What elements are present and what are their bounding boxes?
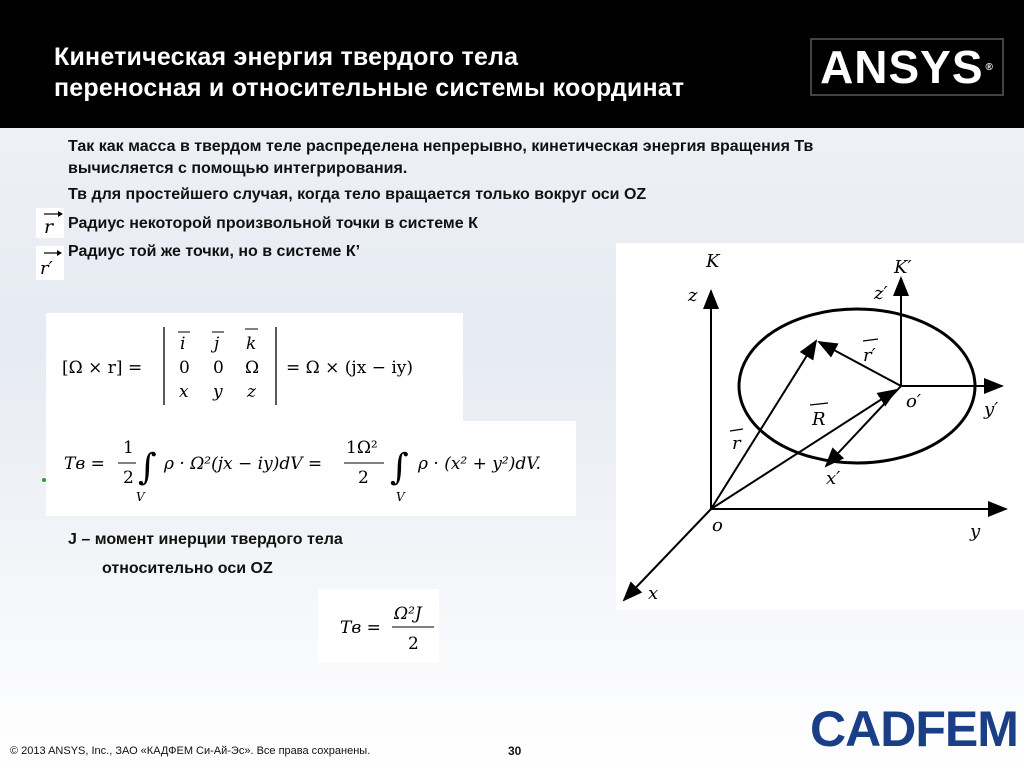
vector-r-svg: [36, 208, 64, 238]
label-K-prime: K′: [894, 257, 912, 278]
integral-lhs: Tв =: [64, 454, 105, 474]
title-line-2: переносная и относительные системы координат: [54, 74, 685, 102]
vector-r-prime-label: r′: [40, 258, 53, 279]
cross-rhs: = Ω × (jx − iy): [286, 358, 414, 378]
cross-m-0-2: k: [246, 334, 257, 354]
coordinate-diagram-svg: [616, 243, 1024, 610]
cross-m-1-1: 0: [213, 358, 224, 378]
label-r: r: [732, 433, 741, 454]
integral-sub-1: V: [136, 490, 145, 504]
label-z-prime: z′: [874, 283, 888, 304]
label-K: K: [706, 251, 720, 272]
cross-product-svg: [46, 313, 463, 421]
final-lhs: Tв =: [340, 618, 381, 638]
integral-svg: [46, 421, 576, 516]
vector-r-prime-svg: [36, 246, 64, 280]
paragraph-1: [68, 136, 813, 180]
integral-sign-2: ∫: [390, 447, 409, 488]
integral-mid: ρ · Ω²(jx − iy)dV =: [164, 454, 323, 474]
vector-r-prime-image: [36, 246, 64, 280]
vector-r-image: [36, 208, 64, 238]
ansys-logo: [810, 38, 1004, 96]
footer-copyright: © 2013 ANSYS, Inc., ЗАО «КАДФЕМ Си-Ай-Эс». Все права сохранены.: [10, 745, 371, 757]
integral-rhs: ρ · (x² + y²)dV.: [418, 454, 541, 474]
cross-m-1-2: Ω: [245, 358, 260, 378]
label-o-prime: o′: [906, 391, 921, 412]
integral-equation: [46, 421, 576, 516]
ansys-logo-text: ANSYS: [820, 41, 984, 93]
label-r-prime: r′: [863, 345, 876, 366]
label-o: o: [712, 515, 723, 536]
integral-sub-2: V: [396, 490, 405, 504]
cross-m-0-1: j: [214, 334, 220, 354]
label-x-prime: x′: [826, 468, 841, 489]
cross-m-2-0: x: [179, 382, 189, 402]
cross-m-0-0: i: [180, 334, 186, 354]
title-line-1: Кинетическая энергия твердого тела: [54, 43, 519, 71]
cadfem-logo: CADFEM: [810, 701, 1018, 757]
label-y: y: [970, 521, 981, 542]
final-den: 2: [408, 634, 419, 654]
label-x: x: [648, 583, 659, 604]
paragraph-4: Радиус той же точки, но в системе К’: [68, 243, 361, 260]
cross-lhs: [Ω × r] =: [62, 358, 143, 378]
paragraph-5: J – момент инерции твердого тела: [68, 531, 343, 548]
cross-m-1-0: 0: [179, 358, 190, 378]
label-z: z: [688, 285, 698, 306]
coordinate-diagram: [616, 243, 1024, 610]
paragraph-1-line-2: вычисляется с помощью интегрирования.: [68, 160, 408, 177]
cross-m-2-2: z: [247, 382, 256, 402]
final-energy-equation: [318, 589, 439, 663]
vector-r-label: r: [44, 216, 54, 238]
label-R: R: [812, 409, 826, 430]
integral-sign-1: ∫: [138, 447, 157, 488]
page-number: 30: [508, 744, 522, 758]
paragraph-6: относительно оси OZ: [102, 560, 273, 577]
frac-omega-num: 1Ω²: [346, 438, 378, 458]
ansys-logo-reg: ®: [985, 61, 994, 73]
cross-product-equation: [46, 313, 463, 421]
paragraph-1-line-1: Так как масса в твердом теле распределена непрерывно, кинетическая энергия вращения Тв: [68, 138, 814, 155]
slide-title: [54, 42, 794, 104]
frac-half-num: 1: [123, 438, 134, 458]
cross-m-2-1: y: [213, 382, 223, 402]
final-energy-svg: [318, 589, 439, 663]
bullet-dot: [42, 478, 46, 482]
frac-half-den: 2: [123, 468, 134, 488]
final-num: Ω²J: [394, 604, 422, 624]
paragraph-3: Радиус некоторой произвольной точки в системе К: [68, 215, 478, 232]
frac-omega-den: 2: [358, 468, 369, 488]
label-y-prime: y′: [984, 399, 999, 420]
slide-header: [0, 0, 1024, 128]
paragraph-2: Тв для простейшего случая, когда тело вращается только вокруг оси OZ: [68, 186, 647, 203]
